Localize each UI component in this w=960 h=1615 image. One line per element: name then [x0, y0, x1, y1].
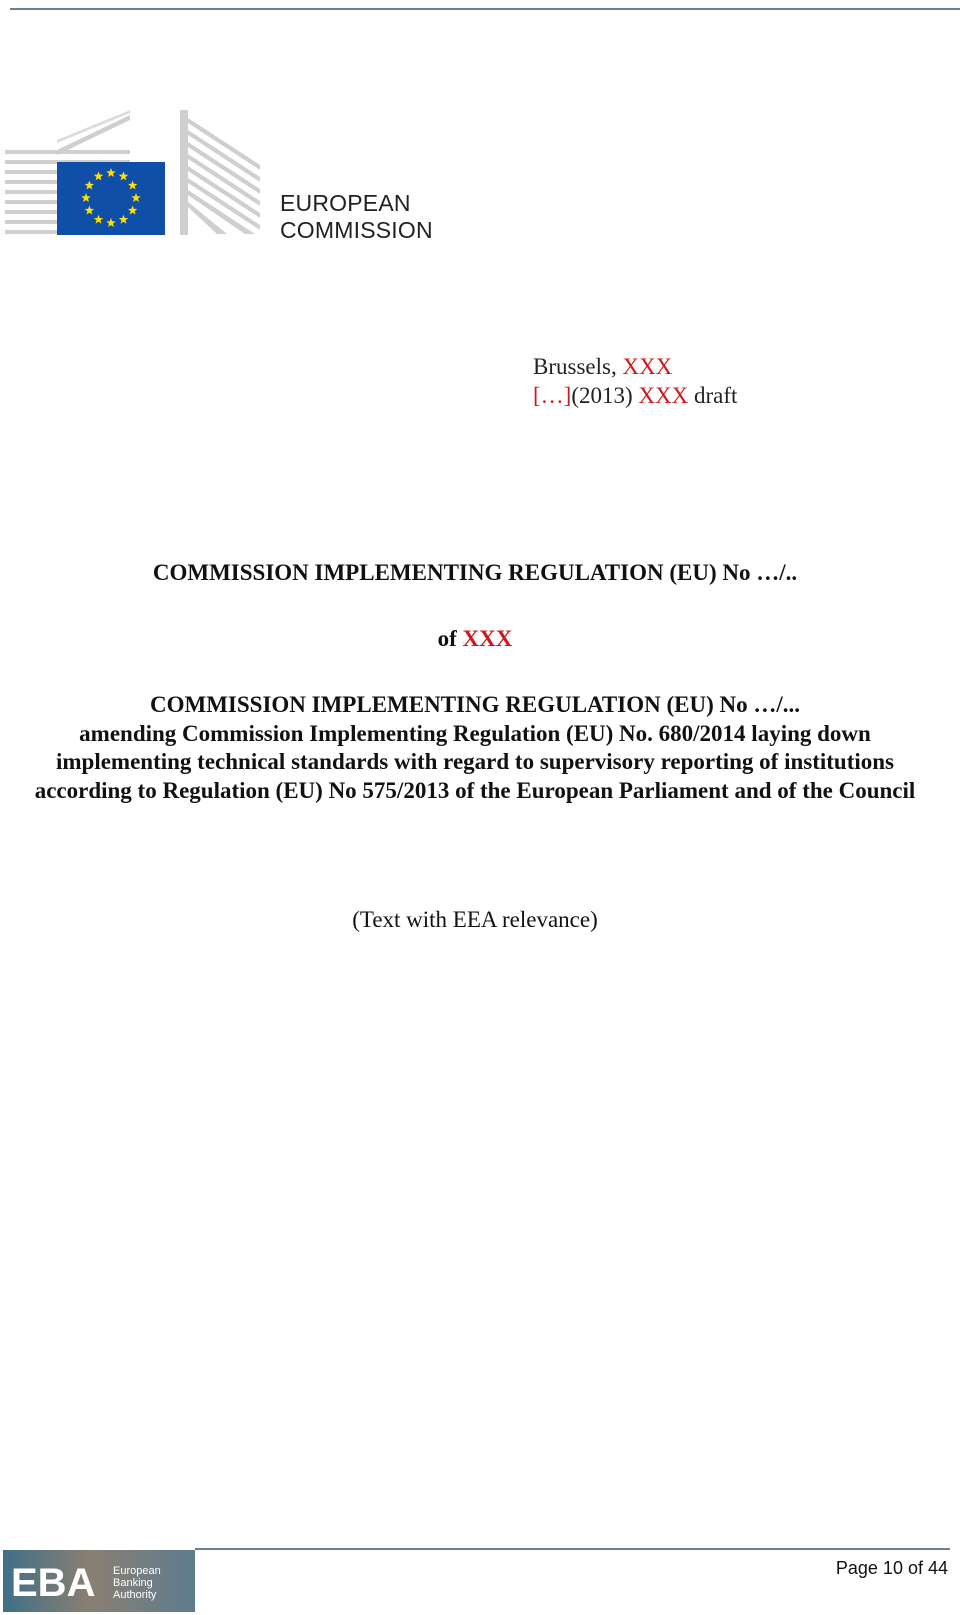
footer-rule — [195, 1548, 950, 1550]
eba-abbrev: EBA — [11, 1561, 96, 1605]
regulation-date-line — [0, 626, 950, 652]
building-right-icon — [180, 110, 260, 235]
reference-year: (2013) — [571, 383, 639, 408]
top-rule — [10, 8, 960, 10]
regulation-date-placeholder: XXX — [462, 626, 513, 651]
eba-name-line-2: Banking — [113, 1577, 153, 1589]
place-and-reference — [533, 352, 737, 410]
eba-name-line-3: Authority — [113, 1589, 157, 1601]
page-number: Page 10 of 44 — [835, 1558, 948, 1578]
reference-placeholder-open: […] — [533, 383, 572, 408]
subtitle-line-1: COMMISSION IMPLEMENTING REGULATION (EU) No …/... — [150, 692, 800, 717]
reference-line — [533, 381, 737, 410]
subtitle-description: amending Commission Implementing Regulation (EU) No. 680/2014 laying down implementing technical standards with regard to supervisory reporting of institutions according to Regulation (EU) No 575/2013 of the European Parliament and of the Council — [34, 720, 916, 803]
regulation-subtitle — [0, 691, 950, 805]
eba-name-line-1: European — [113, 1565, 161, 1577]
wordmark-line-1: EUROPEAN — [280, 190, 411, 216]
eba-logo — [3, 1550, 195, 1612]
wordmark-line-2: COMMISSION — [280, 217, 433, 243]
reference-placeholder: XXX — [638, 383, 689, 408]
place-line — [533, 352, 737, 381]
city-label: Brussels, — [533, 354, 623, 379]
reference-suffix: draft — [688, 383, 738, 408]
regulation-title: COMMISSION IMPLEMENTING REGULATION (EU) No …/.. — [152, 560, 798, 585]
european-commission-wordmark — [280, 190, 433, 244]
eea-relevance: (Text with EEA relevance) — [352, 907, 598, 932]
european-commission-logo — [5, 110, 265, 245]
of-label: of — [437, 626, 463, 651]
date-placeholder: XXX — [622, 354, 673, 379]
